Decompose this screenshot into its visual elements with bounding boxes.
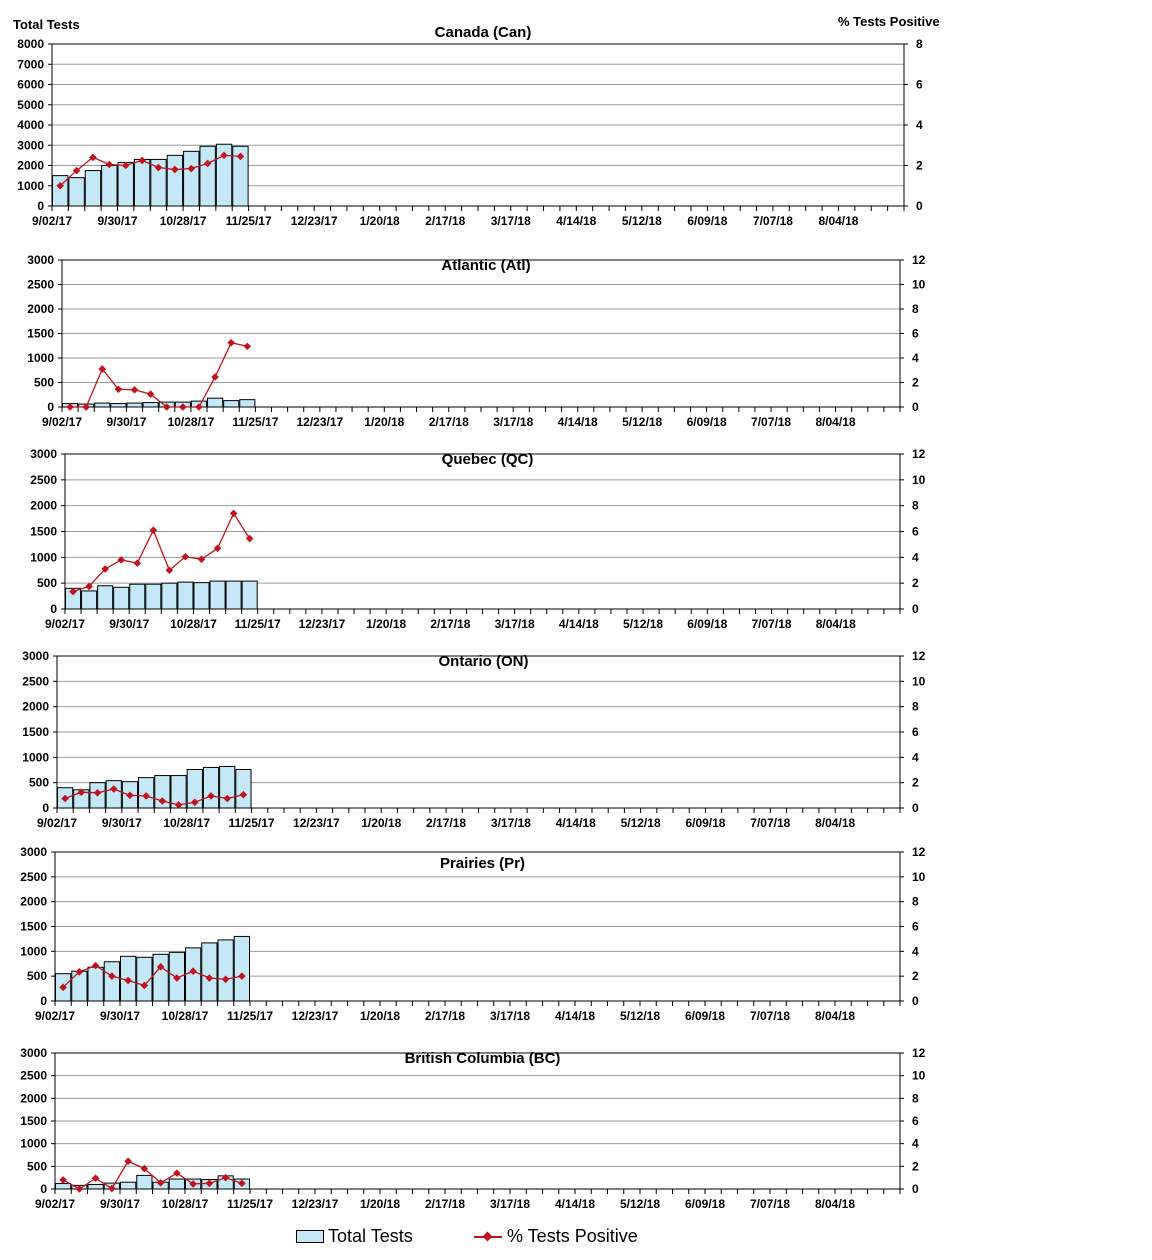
y-left-tick-label: 3000 <box>22 649 49 663</box>
y-left-tick-label: 5000 <box>17 97 44 112</box>
y-left-tick-label: 2000 <box>30 498 57 513</box>
x-tick-label: 12/23/17 <box>296 415 344 429</box>
legend-item-pct-positive <box>474 1226 638 1247</box>
point-pct-positive <box>131 386 139 394</box>
x-tick-label: 9/30/17 <box>101 816 142 830</box>
y-left-tick-label: 2000 <box>17 158 44 173</box>
x-tick-label: 6/09/18 <box>687 617 728 631</box>
bar-total-tests <box>98 586 113 609</box>
y-left-tick-label: 6000 <box>17 77 44 92</box>
chart-panel-5 <box>20 845 925 1023</box>
y-right-tick-label: 2 <box>912 1159 919 1174</box>
y-right-tick-label: 0 <box>912 1182 919 1196</box>
chart-title: Atlantic (Atl) <box>441 257 531 274</box>
y-left-tick-label: 1000 <box>22 750 49 765</box>
y-right-tick-label: 0 <box>912 602 919 616</box>
y-left-tick-label: 1000 <box>20 1136 47 1151</box>
point-pct-positive <box>214 544 222 552</box>
y-left-tick-label: 1000 <box>17 178 44 193</box>
y-left-tick-label: 2500 <box>30 472 57 487</box>
x-tick-label: 6/09/18 <box>687 214 728 228</box>
y-left-tick-label: 500 <box>36 576 57 591</box>
y-right-tick-label: 4 <box>916 118 923 132</box>
x-tick-label: 8/04/18 <box>815 415 856 429</box>
x-tick-label: 6/09/18 <box>684 1197 726 1211</box>
x-tick-label: 11/25/17 <box>234 617 281 631</box>
y-right-tick-label: 8 <box>916 37 923 51</box>
bar-total-tests <box>194 583 209 609</box>
x-tick-label: 8/04/18 <box>814 1009 856 1023</box>
y-right-tick-label: 12 <box>912 447 926 461</box>
x-tick-label: 10/28/17 <box>161 1197 209 1211</box>
bar-total-tests <box>114 587 129 609</box>
bar-total-tests <box>226 581 241 609</box>
y-right-tick-label: 12 <box>912 649 926 663</box>
x-tick-label: 4/14/18 <box>556 214 597 228</box>
legend-item-total-tests <box>296 1226 413 1247</box>
bar-total-tests <box>88 1184 103 1189</box>
x-tick-label: 8/04/18 <box>815 816 856 830</box>
y-right-tick-label: 10 <box>912 472 926 487</box>
x-tick-label: 5/12/18 <box>619 1197 661 1211</box>
x-tick-label: 11/25/17 <box>232 415 279 429</box>
bar-total-tests <box>236 769 251 808</box>
x-tick-label: 9/30/17 <box>99 1197 141 1211</box>
x-tick-label: 1/20/18 <box>359 1009 401 1023</box>
y-right-tick-label: 10 <box>912 1068 926 1083</box>
bar-total-tests <box>56 1184 71 1189</box>
bar-total-tests <box>130 584 145 609</box>
y-left-tick-label: 2000 <box>20 894 47 909</box>
y-left-tick-label: 0 <box>42 801 49 815</box>
x-tick-label: 7/07/18 <box>750 816 791 830</box>
y-right-tick-label: 10 <box>912 277 926 292</box>
x-tick-label: 6/09/18 <box>685 816 726 830</box>
x-tick-label: 10/28/17 <box>161 1009 209 1023</box>
y-left-tick-label: 4000 <box>17 118 44 132</box>
x-tick-label: 1/20/18 <box>359 1197 401 1211</box>
x-tick-label: 7/07/18 <box>751 617 792 631</box>
y-left-tick-label: 1500 <box>30 524 57 539</box>
bar-total-tests <box>95 403 110 407</box>
y-right-tick-label: 4 <box>912 750 919 765</box>
x-tick-label: 9/02/17 <box>44 617 86 631</box>
y-right-tick-label: 2 <box>912 576 919 591</box>
y-right-tick-label: 6 <box>912 1114 919 1128</box>
y-left-tick-label: 2000 <box>22 699 49 714</box>
x-tick-label: 8/04/18 <box>818 214 859 228</box>
x-tick-label: 11/25/17 <box>226 1197 274 1211</box>
bar-total-tests <box>218 940 233 1001</box>
x-tick-label: 10/28/17 <box>163 816 211 830</box>
x-tick-label: 5/12/18 <box>622 415 663 429</box>
x-tick-label: 1/20/18 <box>361 816 402 830</box>
bar-total-tests <box>242 581 257 609</box>
y-right-tick-label: 8 <box>912 1091 919 1106</box>
y-left-tick-label: 7000 <box>17 57 44 72</box>
x-tick-label: 7/07/18 <box>749 1197 791 1211</box>
x-tick-label: 1/20/18 <box>364 415 405 429</box>
x-tick-label: 9/30/17 <box>99 1009 141 1023</box>
y-left-tick-label: 1500 <box>20 1114 47 1128</box>
y-right-tick-label: 0 <box>912 400 919 414</box>
legend <box>0 1224 1152 1254</box>
x-tick-label: 9/30/17 <box>106 415 147 429</box>
x-tick-label: 2/17/18 <box>426 816 467 830</box>
x-tick-label: 7/07/18 <box>751 415 792 429</box>
bar-total-tests <box>202 943 217 1001</box>
y-left-tick-label: 1000 <box>20 944 47 959</box>
bar-total-tests <box>102 166 117 207</box>
x-tick-label: 4/14/18 <box>557 415 598 429</box>
x-tick-label: 9/30/17 <box>97 214 138 228</box>
bar-total-tests <box>200 146 215 206</box>
bar-total-tests <box>210 581 225 609</box>
point-pct-positive <box>150 526 158 534</box>
bar-total-tests <box>162 583 177 609</box>
x-tick-label: 2/17/18 <box>428 415 469 429</box>
y-left-tick-label: 500 <box>26 1159 47 1174</box>
y-left-tick-label: 2500 <box>20 1068 47 1083</box>
line-pct-positive <box>73 513 250 591</box>
x-tick-label: 7/07/18 <box>749 1009 791 1023</box>
x-tick-label: 12/23/17 <box>293 816 340 830</box>
point-pct-positive <box>133 559 141 567</box>
y-right-tick-label: 10 <box>912 869 926 884</box>
x-tick-label: 11/25/17 <box>225 214 272 228</box>
y-right-tick-label: 2 <box>912 969 919 984</box>
bar-total-tests <box>134 159 149 206</box>
line-pct-positive <box>70 343 247 407</box>
x-tick-label: 2/17/18 <box>424 1009 466 1023</box>
x-tick-label: 1/20/18 <box>366 617 407 631</box>
y-left-tick-label: 3000 <box>17 138 44 153</box>
chart-panel-6 <box>20 1046 925 1211</box>
chart-panel-2 <box>27 253 925 429</box>
point-pct-positive <box>230 510 238 518</box>
bar-total-tests <box>169 1179 184 1189</box>
x-tick-label: 6/09/18 <box>684 1009 726 1023</box>
bar-total-tests <box>85 171 100 206</box>
bar-total-tests <box>127 403 142 407</box>
chart-title: British Columbia (BC) <box>404 1050 561 1067</box>
x-tick-label: 12/23/17 <box>298 617 346 631</box>
y-left-tick-label: 1500 <box>22 725 49 739</box>
x-tick-label: 2/17/18 <box>425 214 466 228</box>
y-right-tick-label: 12 <box>912 253 926 267</box>
point-pct-positive <box>92 1174 100 1182</box>
chart-panel-1 <box>17 24 923 228</box>
bar-total-tests <box>208 398 223 407</box>
bar-total-tests <box>153 954 168 1001</box>
y-right-tick-label: 8 <box>912 894 919 909</box>
x-tick-label: 9/02/17 <box>41 415 83 429</box>
x-tick-label: 10/28/17 <box>167 415 215 429</box>
bar-total-tests <box>143 403 158 407</box>
right-axis-caption: % Tests Positive <box>838 14 940 29</box>
y-left-tick-label: 2000 <box>27 302 54 316</box>
x-tick-label: 10/28/17 <box>159 214 207 228</box>
y-left-tick-label: 3000 <box>20 845 47 859</box>
x-tick-label: 7/07/18 <box>752 214 793 228</box>
y-right-tick-label: 10 <box>912 674 926 689</box>
bar-total-tests <box>224 401 239 407</box>
point-pct-positive <box>198 555 206 563</box>
x-tick-label: 3/17/18 <box>493 415 534 429</box>
y-right-tick-label: 0 <box>912 801 919 815</box>
y-left-tick-label: 2500 <box>27 277 54 292</box>
bar-total-tests <box>234 936 249 1001</box>
y-right-tick-label: 0 <box>912 994 919 1008</box>
x-tick-label: 3/17/18 <box>490 816 531 830</box>
bar-total-tests <box>137 1175 152 1189</box>
y-left-tick-label: 2000 <box>20 1091 47 1106</box>
point-pct-positive <box>244 343 252 351</box>
y-left-tick-label: 0 <box>47 400 54 414</box>
y-right-tick-label: 4 <box>912 351 919 365</box>
y-right-tick-label: 6 <box>912 326 919 341</box>
y-left-tick-label: 500 <box>28 775 49 790</box>
y-right-tick-label: 8 <box>912 498 919 513</box>
chart-panel-4 <box>22 649 925 830</box>
y-right-tick-label: 8 <box>912 302 919 316</box>
y-right-tick-label: 2 <box>916 158 923 173</box>
x-tick-label: 12/23/17 <box>291 1197 339 1211</box>
x-tick-label: 2/17/18 <box>430 617 471 631</box>
x-tick-label: 8/04/18 <box>814 1197 856 1211</box>
x-tick-label: 9/30/17 <box>109 617 150 631</box>
chart-title: Ontario (ON) <box>438 653 529 670</box>
chart-panel-3 <box>30 447 925 631</box>
point-pct-positive <box>173 1169 181 1177</box>
x-tick-label: 2/17/18 <box>424 1197 466 1211</box>
x-tick-label: 3/17/18 <box>494 617 535 631</box>
y-right-tick-label: 8 <box>912 699 919 714</box>
x-tick-label: 5/12/18 <box>619 1009 661 1023</box>
bar-total-tests <box>167 155 182 206</box>
y-right-tick-label: 6 <box>916 77 923 92</box>
y-right-tick-label: 0 <box>916 199 923 213</box>
bar-total-tests <box>146 584 161 609</box>
y-left-tick-label: 2500 <box>20 869 47 884</box>
x-tick-label: 5/12/18 <box>620 816 661 830</box>
x-tick-label: 11/25/17 <box>228 816 275 830</box>
y-left-tick-label: 3000 <box>30 447 57 461</box>
bar-total-tests <box>69 178 84 206</box>
bar-total-tests <box>203 767 218 808</box>
chart-title: Prairies (Pr) <box>439 855 526 872</box>
y-left-tick-label: 8000 <box>17 37 44 51</box>
chart-title: Quebec (QC) <box>441 451 534 468</box>
point-pct-positive <box>227 339 235 347</box>
x-tick-label: 5/12/18 <box>623 617 664 631</box>
y-right-tick-label: 2 <box>912 775 919 790</box>
x-tick-label: 4/14/18 <box>555 816 596 830</box>
x-tick-label: 1/20/18 <box>359 214 400 228</box>
y-right-tick-label: 6 <box>912 725 919 739</box>
y-right-tick-label: 12 <box>912 1046 926 1060</box>
bar-total-tests <box>111 404 126 407</box>
y-left-tick-label: 3000 <box>27 253 54 267</box>
y-right-tick-label: 4 <box>912 944 919 959</box>
bar-total-tests <box>106 781 121 808</box>
y-left-tick-label: 1500 <box>20 919 47 934</box>
y-left-tick-label: 0 <box>37 199 44 213</box>
y-left-tick-label: 500 <box>26 969 47 984</box>
x-tick-label: 4/14/18 <box>558 617 599 631</box>
y-right-tick-label: 4 <box>912 550 919 565</box>
x-tick-label: 4/14/18 <box>554 1197 596 1211</box>
bar-total-tests <box>178 582 193 609</box>
bar-total-tests <box>104 962 119 1001</box>
x-tick-label: 4/14/18 <box>554 1009 596 1023</box>
x-tick-label: 3/17/18 <box>489 1009 531 1023</box>
point-pct-positive <box>211 373 219 381</box>
x-tick-label: 3/17/18 <box>489 1197 531 1211</box>
y-right-tick-label: 2 <box>912 375 919 390</box>
x-tick-label: 12/23/17 <box>291 1009 339 1023</box>
point-pct-positive <box>124 1157 132 1165</box>
x-tick-label: 9/02/17 <box>36 816 78 830</box>
y-left-tick-label: 2500 <box>22 674 49 689</box>
x-tick-label: 9/02/17 <box>31 214 73 228</box>
y-right-tick-label: 6 <box>912 524 919 539</box>
bar-total-tests <box>72 971 87 1001</box>
x-tick-label: 11/25/17 <box>226 1009 274 1023</box>
y-left-tick-label: 0 <box>40 1182 47 1196</box>
y-left-tick-label: 1000 <box>27 351 54 365</box>
x-tick-label: 8/04/18 <box>815 617 856 631</box>
y-left-tick-label: 500 <box>33 375 54 390</box>
x-tick-label: 9/02/17 <box>34 1009 76 1023</box>
y-right-tick-label: 12 <box>912 845 926 859</box>
legend-line-swatch <box>474 1230 502 1244</box>
x-tick-label: 5/12/18 <box>621 214 662 228</box>
legend-label-total-tests: Total Tests <box>328 1226 413 1246</box>
y-right-tick-label: 4 <box>912 1136 919 1151</box>
y-left-tick-label: 1000 <box>30 550 57 565</box>
legend-bar-swatch <box>296 1230 324 1243</box>
x-tick-label: 9/02/17 <box>34 1197 76 1211</box>
y-left-tick-label: 1500 <box>27 326 54 341</box>
bar-total-tests <box>82 591 97 609</box>
bar-total-tests <box>184 151 199 206</box>
x-tick-label: 3/17/18 <box>490 214 531 228</box>
point-pct-positive <box>59 1176 67 1184</box>
bar-total-tests <box>240 400 255 407</box>
x-tick-label: 12/23/17 <box>290 214 338 228</box>
x-tick-label: 10/28/17 <box>170 617 217 631</box>
x-tick-label: 6/09/18 <box>686 415 727 429</box>
legend-label-pct-positive: % Tests Positive <box>507 1226 638 1246</box>
y-left-tick-label: 3000 <box>20 1046 47 1060</box>
y-right-tick-label: 6 <box>912 919 919 934</box>
bar-total-tests <box>88 967 103 1001</box>
point-pct-positive <box>246 535 254 543</box>
left-axis-caption: Total Tests <box>13 17 80 32</box>
y-left-tick-label: 0 <box>50 602 57 616</box>
y-left-tick-label: 0 <box>40 994 47 1008</box>
chart-title: Canada (Can) <box>434 24 532 41</box>
bar-total-tests <box>121 1182 136 1189</box>
